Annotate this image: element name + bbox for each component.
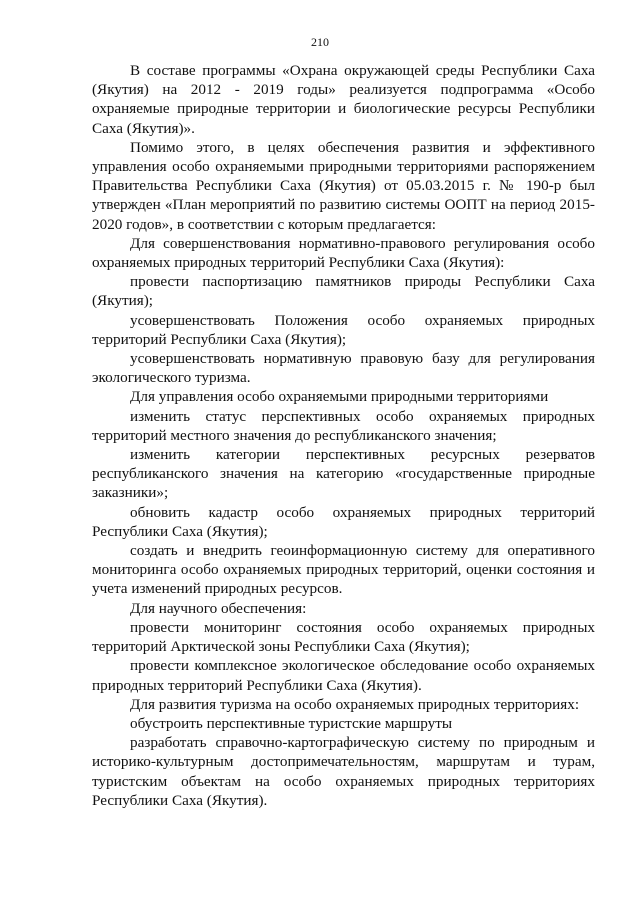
paragraph-arctic-monitoring: провести мониторинг состояния особо охраняемых природных территорий Арктической зоны Республики Саха (Якутия); xyxy=(92,618,595,656)
paragraph-science-heading: Для научного обеспечения: xyxy=(130,599,307,617)
page-number: 210 xyxy=(311,35,329,49)
paragraph-management-heading: Для управления особо охраняемыми природными территориями xyxy=(130,388,549,406)
paragraph-change-status: изменить статус перспективных особо охраняемых природных территорий местного значения до республиканского значения; xyxy=(92,407,595,444)
paragraph-improve-regulations: усовершенствовать Положения особо охраняемых природных территорий Республики Саха (Якутия); xyxy=(92,311,595,348)
paragraph-tourist-routes: обустроить перспективные туристские маршруты xyxy=(130,714,453,732)
paragraph-ecotourism-law: усовершенствовать нормативную правовую базу для регулирования экологического туризма. xyxy=(92,350,595,387)
paragraph-change-category: изменить категории перспективных ресурсных резерватов республиканского значения на категорию «государственные природные заказники»; xyxy=(92,446,595,502)
paragraph-plan-approval: Помимо этого, в целях обеспечения развития и эффективного управления особо охраняемыми природными территориями распоряжением Правительства Республики Саха (Якутия) от 05.03.2015 г. № 190-р был утвержден «План мероприятий по развитию системы ООПТ на период 2015-2020 годов», в соответствии с которым предлагается: xyxy=(92,138,595,233)
paragraph-update-cadastre: обновить кадастр особо охраняемых природных территорий Республики Саха (Якутия); xyxy=(92,503,595,540)
paragraph-gis-monitoring: создать и внедрить геоинформационную систему для оперативного мониторинга особо охраняемых природных территорий, оценки состояния и учета изменений природных ресурсов. xyxy=(92,542,595,598)
document-body xyxy=(92,61,595,810)
paragraph-regulation-heading: Для совершенствования нормативно-правового регулирования особо охраняемых природных территорий Республики Саха (Якутия): xyxy=(92,234,595,272)
paragraph-passportization: провести паспортизацию памятников природы Республики Саха (Якутия); xyxy=(92,273,595,310)
paragraph-cartographic-system: разработать справочно-картографическую систему по природным и историко-культурным достопримечательностям, маршрутам и турам, туристским объектам на особо охраняемых природных территориях Республики Саха (Якутия). xyxy=(92,734,595,809)
paragraph-program-composition: В составе программы «Охрана окружающей среды Республики Саха (Якутия) на 2012 - 2019 годы» реализуется подпрограмма «Особо охраняемые природные территории и биологические ресурсы Республики Саха (Якутия)». xyxy=(92,62,595,137)
paragraph-tourism-heading: Для развития туризма на особо охраняемых природных территориях: xyxy=(130,695,580,713)
paragraph-ecological-survey: провести комплексное экологическое обследование особо охраняемых природных территорий Республики Саха (Якутия). xyxy=(92,657,595,694)
